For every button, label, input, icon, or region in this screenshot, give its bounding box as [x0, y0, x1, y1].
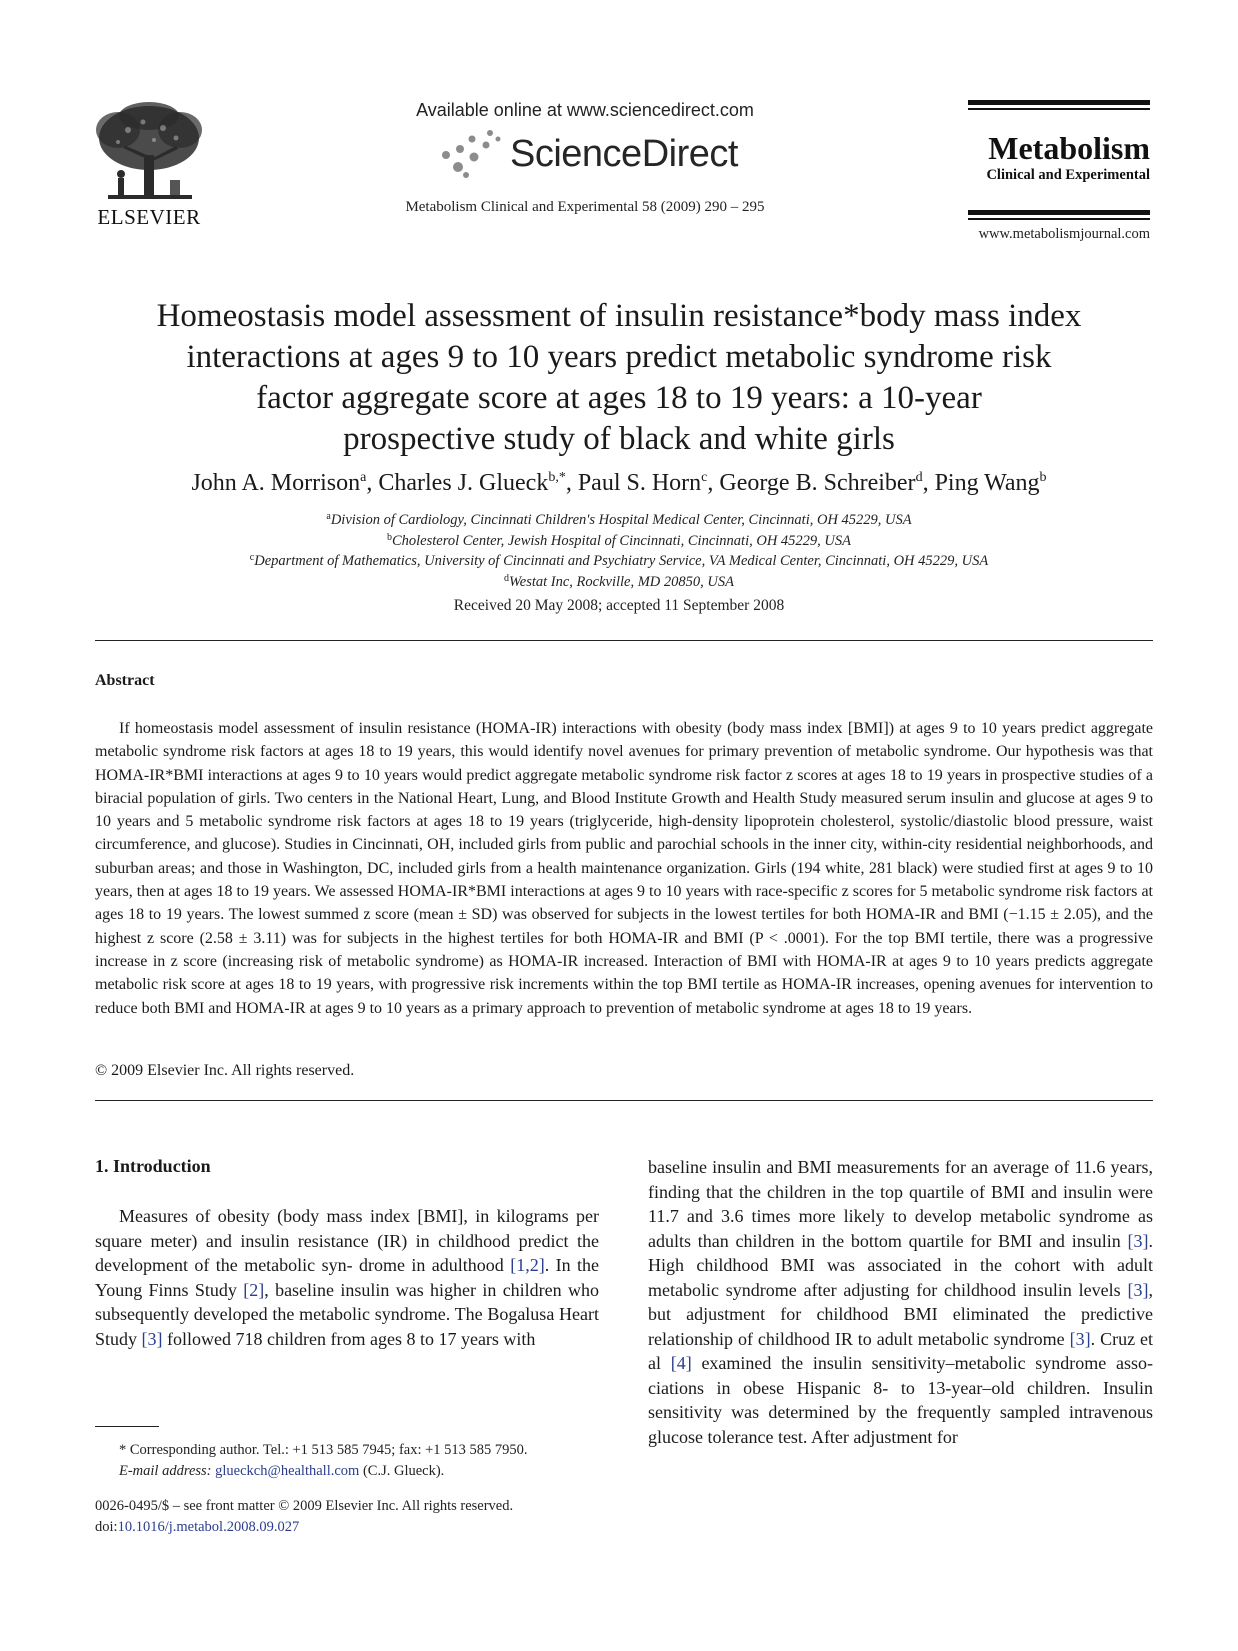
body-text: examined the insulin sensitivity–metabolic syndrome asso- ciations in obese Hispanic 8- to 13-year–old children. Insulin sensitivity was determined by the frequently sampled intravenous glucose tolerance test. After adjustment for — [648, 1353, 1153, 1447]
affil-mark: c — [249, 552, 255, 563]
body-text: baseline insulin and BMI measurements for an average of 11.6 years, finding that the children in the top quartile of BMI and insulin were 11.7 and 3.6 times more likely to develop metabolic syndrome as adults than children in the bottom quartile for BMI and insulin — [648, 1157, 1153, 1251]
corresponding-author-note — [95, 1440, 599, 1482]
masthead-rule-top-thin — [968, 108, 1150, 110]
body-text: , but adjustment for childhood BMI eliminated the predictive relationship of childhood IR to adult metabolic syndrome — [648, 1279, 1153, 1349]
divider-top — [95, 640, 1153, 641]
divider-bottom — [95, 1100, 1153, 1101]
sciencedirect-wordmark: ScienceDirect — [510, 133, 738, 175]
sciencedirect-header — [360, 100, 810, 216]
email-label: E-mail address: — [119, 1463, 212, 1479]
abstract-copyright: © 2009 Elsevier Inc. All rights reserved. — [95, 1062, 355, 1079]
title-line: factor aggregate score at ages 18 to 19 years: a 10-year — [256, 380, 982, 416]
publisher-name: ELSEVIER — [97, 205, 201, 229]
tree-icon — [88, 100, 210, 205]
article-title — [95, 296, 1143, 460]
author-name: Paul S. Horn — [577, 470, 702, 496]
citation-link[interactable]: [2] — [243, 1279, 265, 1300]
email-owner: (C.J. Glueck). — [359, 1463, 445, 1479]
title-line: Homeostasis model assessment of insulin resistance*body mass index — [156, 298, 1082, 334]
body-text: , baseline insulin was higher in children who subsequently developed the metabolic syndrome. The Bogalusa Heart Study — [95, 1279, 599, 1349]
affiliation — [95, 572, 1143, 593]
issn-copyright: 0026-0495/$ – see front matter © 2009 Elsevier Inc. All rights reserved. — [95, 1498, 514, 1514]
citation-link[interactable]: [3] — [1127, 1230, 1149, 1251]
sciencedirect-logo — [360, 125, 810, 185]
author-separator: , — [922, 470, 935, 496]
sciencedirect-dots-icon — [440, 129, 510, 179]
affiliation — [95, 531, 1143, 552]
citation-link[interactable]: [4] — [670, 1353, 692, 1373]
journal-url[interactable]: www.metabolismjournal.com — [978, 226, 1150, 242]
journal-title: Metabolism — [988, 130, 1150, 166]
body-text: followed 718 children from ages 8 to 17 years with — [162, 1328, 536, 1349]
affiliation-list — [95, 510, 1143, 592]
corresponding-contact: * Corresponding author. Tel.: +1 513 585 7945; fax: +1 513 585 7950. — [119, 1442, 528, 1458]
section-heading-introduction: 1. Introduction — [95, 1156, 211, 1176]
author-affil-mark: d — [915, 470, 923, 485]
citation-link[interactable]: [3] — [1069, 1328, 1091, 1349]
affil-text: Cholesterol Center, Jewish Hospital of Cincinnati, Cincinnati, OH 45229, USA — [391, 532, 851, 549]
affil-text: Department of Mathematics, University of Cincinnati and Psychiatry Service, VA Medical Center, Cincinnati, OH 45229, USA — [254, 553, 989, 569]
body-text: . In the Young Finns Study — [95, 1255, 600, 1300]
body-column-left — [95, 1204, 599, 1351]
body-text: Measures of obesity (body mass index [BMI], in kilograms per square meter) and insulin resistance (IR) in childhood predict the development of the metabolic syn- drome in adulthood — [95, 1206, 599, 1275]
title-line: interactions at ages 9 to 10 years predict metabolic syndrome risk — [186, 339, 1052, 375]
footnote-rule — [95, 1426, 159, 1427]
citation-link[interactable]: [1,2] — [510, 1255, 545, 1275]
available-online-text: Available online at www.sciencedirect.com — [416, 100, 754, 120]
affiliation — [95, 551, 1143, 572]
journal-citation: Metabolism Clinical and Experimental 58 (2009) 290 – 295 — [405, 199, 765, 215]
citation-link[interactable]: [3] — [141, 1328, 163, 1349]
affil-text: Division of Cardiology, Cincinnati Children's Hospital Medical Center, Cincinnati, OH 45229, USA — [330, 512, 912, 528]
author-separator: , — [707, 470, 720, 496]
author-separator: , — [366, 470, 379, 496]
abstract-text: If homeostasis model assessment of insulin resistance (HOMA-IR) interactions with obesity (body mass index [BMI]) at ages 9 to 10 years predict aggregate metabolic syndrome risk factors at ages 18 to 19 years, this would identify novel avenues for primary prevention of metabolic syndrome. Our hypothesis was that HOMA-IR*BMI interactions at ages 9 to 10 years would predict aggregate metabolic syndrome risk factor z scores at ages 18 to 19 years in prospective studies of a biracial population of girls. Two centers in the National Heart, Lung, and Blood Institute Growth and Health Study measured serum insulin and glucose at ages 9 to 10 years and 5 metabolic syndrome risk factors at ages 18 to 19 years (triglyceride, high-density lipoprotein cholesterol, systolic/diastolic blood pressure, waist circumference, and glucose). Studies in Cincinnati, OH, included girls from public and parochial schools in the inner city, within-city residential neighborhoods, and suburban areas; and those in Washington, DC, included girls from a health maintenance organization. Girls (194 white, 281 black) were studied first at ages 9 to 10 years, then at ages 18 to 19 years. We assessed HOMA-IR*BMI interactions at ages 9 to 10 years with race-specific z scores for 5 metabolic syndrome risk factors at ages 18 to 19 years. The lowest summed z score (mean ± SD) was observed for subjects in the lowest tertiles for both HOMA-IR and BMI (−1.15 ± 2.05), and the highest z score (2.58 ± 3.11) was for subjects in the highest tertiles for both HOMA-IR and BMI (P < .0001). For the top BMI tertile, there was a progressive increase in z score (increasing risk of metabolic syndrome) as HOMA-IR increased. Interaction of BMI with HOMA-IR at ages 9 to 10 years predicts aggregate metabolic risk score at ages 18 to 19 years, with progressive risk increments within the top BMI tertile as HOMA-IR increases, opening avenues for intervention to reduce both BMI and HOMA-IR at ages 9 to 10 years as a primary approach to prevention of metabolic syndrome at ages 18 to 19 years. — [95, 720, 1153, 1017]
masthead-rule-bottom — [968, 210, 1150, 215]
front-matter-note — [95, 1496, 599, 1538]
masthead-rule-top — [968, 100, 1150, 105]
affiliation — [95, 510, 1143, 531]
abstract-heading: Abstract — [95, 672, 155, 689]
author-affil-mark: a — [360, 470, 367, 485]
doi-link[interactable]: 10.1016/j.metabol.2008.09.027 — [117, 1519, 300, 1535]
author-name: John A. Morrison — [191, 470, 361, 496]
author-name: George B. Schreiber — [719, 470, 916, 496]
body-text: . Cruz et al — [648, 1328, 1154, 1373]
masthead-rule-bottom-thin — [968, 218, 1150, 220]
journal-subtitle: Clinical and Experimental — [986, 167, 1150, 183]
affil-mark: d — [504, 572, 510, 584]
author-separator: , — [565, 470, 578, 496]
email-link[interactable]: glueckch@healthall.com — [215, 1463, 360, 1479]
author-affil-mark: b,* — [548, 470, 566, 485]
body-text: . High childhood BMI was associated in the cohort with adult metabolic syndrome after adjusting for childhood insulin levels — [648, 1230, 1153, 1300]
author-list — [60, 470, 1178, 497]
affil-mark: a — [326, 511, 331, 522]
author-name: Charles J. Glueck — [378, 470, 549, 496]
title-line: prospective study of black and white girls — [343, 421, 895, 457]
citation-link[interactable]: [3] — [1127, 1279, 1149, 1300]
author-affil-mark: c — [701, 470, 708, 485]
author-name: Ping Wang — [934, 470, 1040, 496]
author-affil-mark: b — [1039, 470, 1047, 485]
body-column-right — [648, 1155, 1153, 1449]
affil-mark: b — [386, 531, 392, 543]
journal-masthead — [968, 100, 1150, 243]
affil-text: Westat Inc, Rockville, MD 20850, USA — [509, 573, 734, 590]
received-dates: Received 20 May 2008; accepted 11 September 2008 — [453, 597, 785, 614]
doi-label: doi: — [95, 1519, 118, 1535]
